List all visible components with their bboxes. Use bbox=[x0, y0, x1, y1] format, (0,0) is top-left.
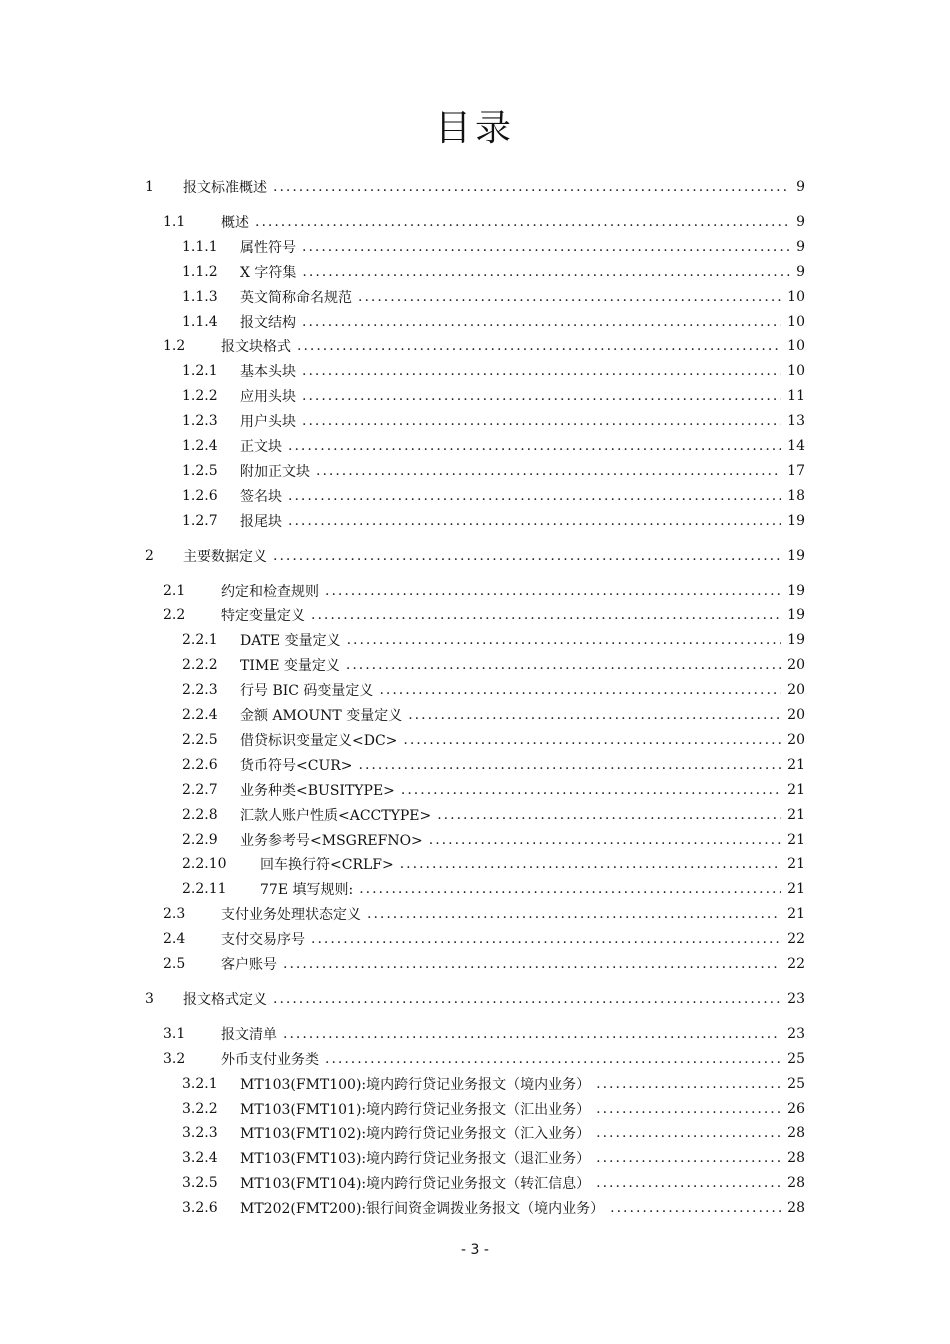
toc-entry-number: 3.2.3 bbox=[182, 1125, 218, 1142]
toc-entry-page: 10 bbox=[787, 288, 805, 305]
toc-entry-title: MT103(FMT103):境内跨行贷记业务报文（退汇业务） bbox=[240, 1151, 591, 1168]
toc-entry-number: 2.2.2 bbox=[182, 657, 218, 674]
toc-entry[interactable] bbox=[182, 1097, 805, 1121]
toc-entry-page: 10 bbox=[787, 363, 805, 380]
toc-entry-page: 10 bbox=[787, 338, 805, 355]
toc-entry-number: 2.1 bbox=[163, 582, 186, 599]
toc-entry[interactable] bbox=[182, 409, 805, 433]
toc-entry-title: 报文结构 bbox=[240, 314, 296, 331]
toc-entry[interactable] bbox=[182, 852, 805, 876]
dot-leader bbox=[325, 1051, 781, 1067]
toc-entry-title: 报文块格式 bbox=[221, 339, 291, 356]
toc-entry-title: MT103(FMT100):境内跨行贷记业务报文（境内业务） bbox=[240, 1076, 591, 1093]
toc-entry[interactable] bbox=[182, 509, 805, 533]
toc-entry-page: 20 bbox=[787, 682, 805, 699]
toc-entry-title: MT103(FMT101):境内跨行贷记业务报文（汇出业务） bbox=[240, 1101, 591, 1118]
dot-leader bbox=[347, 632, 782, 648]
toc-entry-number: 1.2.2 bbox=[182, 388, 218, 405]
toc-entry-title: 借贷标识变量定义<DC> bbox=[240, 732, 398, 749]
toc-entry[interactable] bbox=[182, 434, 805, 458]
toc-entry-page: 9 bbox=[796, 213, 805, 230]
dot-leader bbox=[302, 314, 781, 330]
toc-entry-title: 附加正文块 bbox=[240, 463, 310, 480]
toc-entry-title: 属性符号 bbox=[240, 239, 296, 256]
toc-entry-title: 外币支付业务类 bbox=[221, 1051, 319, 1068]
toc-entry-number: 2 bbox=[145, 547, 154, 564]
toc-entry-page: 20 bbox=[787, 731, 805, 748]
toc-entry-title: MT103(FMT104):境内跨行贷记业务报文（转汇信息） bbox=[240, 1176, 591, 1193]
toc-entry-title: 业务种类<BUSITYPE> bbox=[240, 782, 395, 799]
dot-leader bbox=[437, 807, 781, 823]
toc-entry-page: 17 bbox=[787, 462, 805, 479]
toc-entry[interactable] bbox=[182, 678, 805, 702]
toc-entry-number: 1.1 bbox=[163, 213, 186, 230]
toc-entry-title: 77E 填写规则: bbox=[260, 882, 354, 899]
toc-entry[interactable] bbox=[163, 1047, 805, 1071]
toc-entry[interactable] bbox=[163, 579, 805, 603]
toc-entry[interactable] bbox=[182, 1072, 805, 1096]
toc-entry[interactable] bbox=[182, 310, 805, 334]
toc-entry[interactable] bbox=[182, 803, 805, 827]
toc-entry-page: 28 bbox=[787, 1150, 805, 1167]
toc-entry-number: 1.2.4 bbox=[182, 438, 218, 454]
toc-entry[interactable] bbox=[182, 653, 805, 677]
toc-entry-page: 9 bbox=[796, 263, 805, 280]
toc-entry-page: 21 bbox=[787, 756, 805, 773]
toc-entry-number: 2.2.5 bbox=[182, 731, 218, 748]
toc-entry[interactable] bbox=[182, 703, 805, 727]
toc-entry-title: 支付交易序号 bbox=[221, 932, 305, 949]
toc-entry-page: 9 bbox=[796, 179, 805, 195]
page-title: 目录 bbox=[434, 108, 515, 149]
toc-entry-number: 2.3 bbox=[163, 906, 186, 923]
toc-entry-number: 1.1.4 bbox=[182, 313, 218, 330]
toc-entry-number: 2.2.4 bbox=[182, 707, 218, 723]
toc-entry[interactable] bbox=[182, 1171, 805, 1195]
toc-entry-number: 1.2.6 bbox=[182, 487, 218, 504]
toc-entry-number: 3.2.5 bbox=[182, 1175, 218, 1192]
toc-entry[interactable] bbox=[163, 334, 805, 358]
dot-leader bbox=[302, 363, 781, 379]
toc-entry-number: 3 bbox=[145, 990, 154, 1007]
toc-entry-number: 1.2 bbox=[163, 338, 186, 355]
toc-entry-title: DATE 变量定义 bbox=[240, 633, 341, 650]
toc-entry-title: X 字符集 bbox=[240, 264, 297, 281]
dot-leader bbox=[346, 657, 781, 673]
dot-leader bbox=[283, 956, 781, 972]
toc-entry-title: 业务参考号<MSGREFNO> bbox=[240, 832, 423, 849]
toc-entry-title: 报文标准概述 bbox=[183, 180, 267, 196]
toc-entry-title: 回车换行符<CRLF> bbox=[260, 857, 394, 874]
toc-entry-title: 客户账号 bbox=[221, 957, 277, 973]
toc-entry-number: 1.2.1 bbox=[182, 363, 218, 380]
toc-entry-number: 2.2.3 bbox=[182, 682, 218, 699]
dot-leader bbox=[379, 682, 781, 698]
toc-entry-number: 1.1.1 bbox=[182, 238, 218, 255]
toc-entry-title: 正文块 bbox=[240, 439, 282, 455]
dot-leader bbox=[302, 388, 781, 404]
toc-entry-page: 23 bbox=[787, 990, 805, 1007]
toc-entry-title: 英文简称命名规范 bbox=[240, 289, 352, 306]
toc-entry-number: 2.2.11 bbox=[182, 881, 227, 898]
toc-entry-page: 19 bbox=[787, 632, 805, 649]
toc-entry[interactable] bbox=[163, 1022, 805, 1046]
toc-entry-title: 基本头块 bbox=[240, 364, 296, 381]
toc-entry-page: 23 bbox=[787, 1025, 805, 1042]
toc-entry-title: 报尾块 bbox=[240, 513, 282, 530]
page-number-footer: - 3 - bbox=[461, 1242, 489, 1258]
toc-entry-page: 25 bbox=[787, 1075, 805, 1092]
toc-entry-number: 2.2.7 bbox=[182, 781, 218, 798]
dot-leader bbox=[325, 583, 781, 599]
dot-leader bbox=[596, 1150, 781, 1166]
toc-entry[interactable] bbox=[182, 753, 805, 777]
toc-entry[interactable] bbox=[182, 260, 805, 284]
dot-leader bbox=[596, 1175, 781, 1191]
toc-entry[interactable] bbox=[182, 877, 805, 901]
toc-entry-page: 21 bbox=[787, 781, 805, 798]
toc-entry[interactable] bbox=[182, 285, 805, 309]
toc-entry-number: 2.2.10 bbox=[182, 856, 227, 873]
toc-entry-page: 21 bbox=[787, 856, 805, 873]
toc-entry-page: 9 bbox=[796, 238, 805, 255]
toc-entry-title: 概述 bbox=[221, 214, 249, 231]
dot-leader bbox=[273, 991, 781, 1007]
toc-entry-page: 19 bbox=[787, 512, 805, 529]
toc-entry-number: 2.4 bbox=[163, 931, 186, 948]
dot-leader bbox=[403, 732, 781, 748]
toc-entry[interactable] bbox=[182, 235, 805, 259]
toc-entry-page: 13 bbox=[787, 413, 805, 430]
toc-entry[interactable] bbox=[182, 484, 805, 508]
toc-entry-title: MT103(FMT102):境内跨行贷记业务报文（汇入业务） bbox=[240, 1126, 591, 1143]
toc-entry-title: 支付业务处理状态定义 bbox=[221, 907, 361, 924]
toc-entry[interactable] bbox=[145, 987, 805, 1011]
dot-leader bbox=[429, 832, 781, 848]
toc-entry[interactable] bbox=[163, 952, 805, 976]
toc-entry-number: 2.2.1 bbox=[182, 632, 218, 649]
toc-entry-title: 报文格式定义 bbox=[183, 991, 267, 1008]
dot-leader bbox=[400, 856, 781, 872]
toc-entry-page: 28 bbox=[787, 1200, 805, 1217]
dot-leader bbox=[302, 264, 790, 280]
toc-entry[interactable] bbox=[163, 210, 805, 234]
toc-entry-number: 3.2.6 bbox=[182, 1200, 218, 1217]
toc-entry[interactable] bbox=[182, 778, 805, 802]
toc-entry[interactable] bbox=[182, 384, 805, 408]
toc-entry-title: 货币符号<CUR> bbox=[240, 757, 353, 774]
toc-entry-number: 1.2.5 bbox=[182, 462, 218, 479]
toc-entry-page: 19 bbox=[787, 547, 805, 564]
toc-entry[interactable] bbox=[182, 359, 805, 383]
toc-entry[interactable] bbox=[182, 459, 805, 483]
dot-leader bbox=[273, 548, 781, 564]
dot-leader bbox=[596, 1125, 781, 1141]
toc-entry-page: 22 bbox=[787, 931, 805, 948]
toc-entry-page: 22 bbox=[787, 956, 805, 972]
dot-leader bbox=[367, 906, 781, 922]
toc-entry-title: 约定和检查规则 bbox=[221, 583, 319, 600]
toc-entry-number: 1 bbox=[145, 179, 154, 195]
toc-entry-title: 主要数据定义 bbox=[183, 548, 267, 565]
toc-entry-number: 3.2.2 bbox=[182, 1100, 218, 1117]
dot-leader bbox=[596, 1101, 781, 1117]
toc-entry-title: MT202(FMT200):银行间资金调拨业务报文（境内业务） bbox=[240, 1201, 605, 1218]
dot-leader bbox=[288, 513, 781, 529]
toc-entry-number: 3.2 bbox=[163, 1050, 186, 1067]
dot-leader bbox=[255, 214, 790, 230]
dot-leader bbox=[283, 1026, 781, 1042]
dot-leader bbox=[288, 488, 781, 504]
toc-entry-page: 10 bbox=[787, 313, 805, 330]
toc-entry[interactable] bbox=[145, 175, 805, 199]
dot-leader bbox=[358, 289, 781, 305]
toc-entry-title: TIME 变量定义 bbox=[240, 658, 340, 675]
toc-entry-number: 2.2.9 bbox=[182, 831, 218, 848]
toc-entry-number: 3.1 bbox=[163, 1025, 186, 1042]
toc-entry-number: 2.2 bbox=[163, 607, 186, 624]
toc-entry-page: 21 bbox=[787, 806, 805, 823]
toc-entry-title: 报文清单 bbox=[221, 1026, 277, 1043]
toc-entry-title: 特定变量定义 bbox=[221, 608, 305, 625]
toc-entry-number: 2.2.6 bbox=[182, 756, 218, 773]
dot-leader bbox=[401, 782, 781, 798]
dot-leader bbox=[288, 438, 781, 454]
toc-entry-page: 18 bbox=[787, 487, 805, 504]
toc-entry[interactable] bbox=[182, 1121, 805, 1145]
toc-entry-number: 3.2.4 bbox=[182, 1150, 218, 1167]
toc-entry-number: 2.2.8 bbox=[182, 806, 218, 823]
toc-entry-title: 签名块 bbox=[240, 488, 282, 505]
dot-leader bbox=[359, 881, 781, 897]
dot-leader bbox=[316, 463, 781, 479]
dot-leader bbox=[302, 239, 790, 255]
toc-entry[interactable] bbox=[163, 927, 805, 951]
toc-entry[interactable] bbox=[182, 828, 805, 852]
dot-leader bbox=[359, 757, 782, 773]
toc-entry-page: 25 bbox=[787, 1050, 805, 1067]
dot-leader bbox=[297, 338, 781, 354]
toc-entry-title: 用户头块 bbox=[240, 414, 296, 431]
toc-entry-page: 21 bbox=[787, 906, 805, 923]
dot-leader bbox=[596, 1076, 781, 1092]
toc-entry-number: 3.2.1 bbox=[182, 1075, 218, 1092]
dot-leader bbox=[311, 607, 781, 623]
toc-entry-title: 行号 BIC 码变量定义 bbox=[240, 683, 374, 700]
dot-leader bbox=[408, 707, 781, 723]
toc-entry-number: 1.2.7 bbox=[182, 512, 218, 529]
dot-leader bbox=[273, 179, 790, 195]
toc-entry-page: 19 bbox=[787, 607, 805, 624]
toc-entry[interactable] bbox=[163, 902, 805, 926]
toc-entry[interactable] bbox=[182, 628, 805, 652]
toc-entry-number: 1.2.3 bbox=[182, 413, 218, 430]
toc-entry-number: 1.1.2 bbox=[182, 263, 218, 280]
toc-entry-page: 28 bbox=[787, 1175, 805, 1192]
toc-entry-number: 1.1.3 bbox=[182, 288, 218, 305]
toc-entry-page: 20 bbox=[787, 657, 805, 674]
toc-entry-title: 汇款人账户性质<ACCTYPE> bbox=[240, 807, 432, 824]
toc-entry[interactable] bbox=[182, 1146, 805, 1170]
toc-entry[interactable] bbox=[182, 1196, 805, 1220]
toc-entry-page: 20 bbox=[787, 707, 805, 723]
toc-entry-page: 26 bbox=[787, 1100, 805, 1117]
toc-entry[interactable] bbox=[163, 603, 805, 627]
dot-leader bbox=[311, 931, 781, 947]
toc-entry-page: 21 bbox=[787, 831, 805, 848]
toc-entry[interactable] bbox=[145, 544, 805, 568]
toc-entry-title: 金额 AMOUNT 变量定义 bbox=[240, 708, 403, 724]
toc-entry-page: 19 bbox=[787, 582, 805, 599]
toc-entry[interactable] bbox=[182, 728, 805, 752]
toc-entry-title: 应用头块 bbox=[240, 389, 296, 406]
toc-entry-page: 28 bbox=[787, 1125, 805, 1142]
toc-entry-number: 2.5 bbox=[163, 956, 186, 972]
toc-entry-page: 11 bbox=[787, 388, 805, 405]
dot-leader bbox=[610, 1200, 781, 1216]
dot-leader bbox=[302, 413, 781, 429]
toc-entry-page: 14 bbox=[787, 438, 805, 454]
toc-entry-page: 21 bbox=[787, 881, 805, 898]
